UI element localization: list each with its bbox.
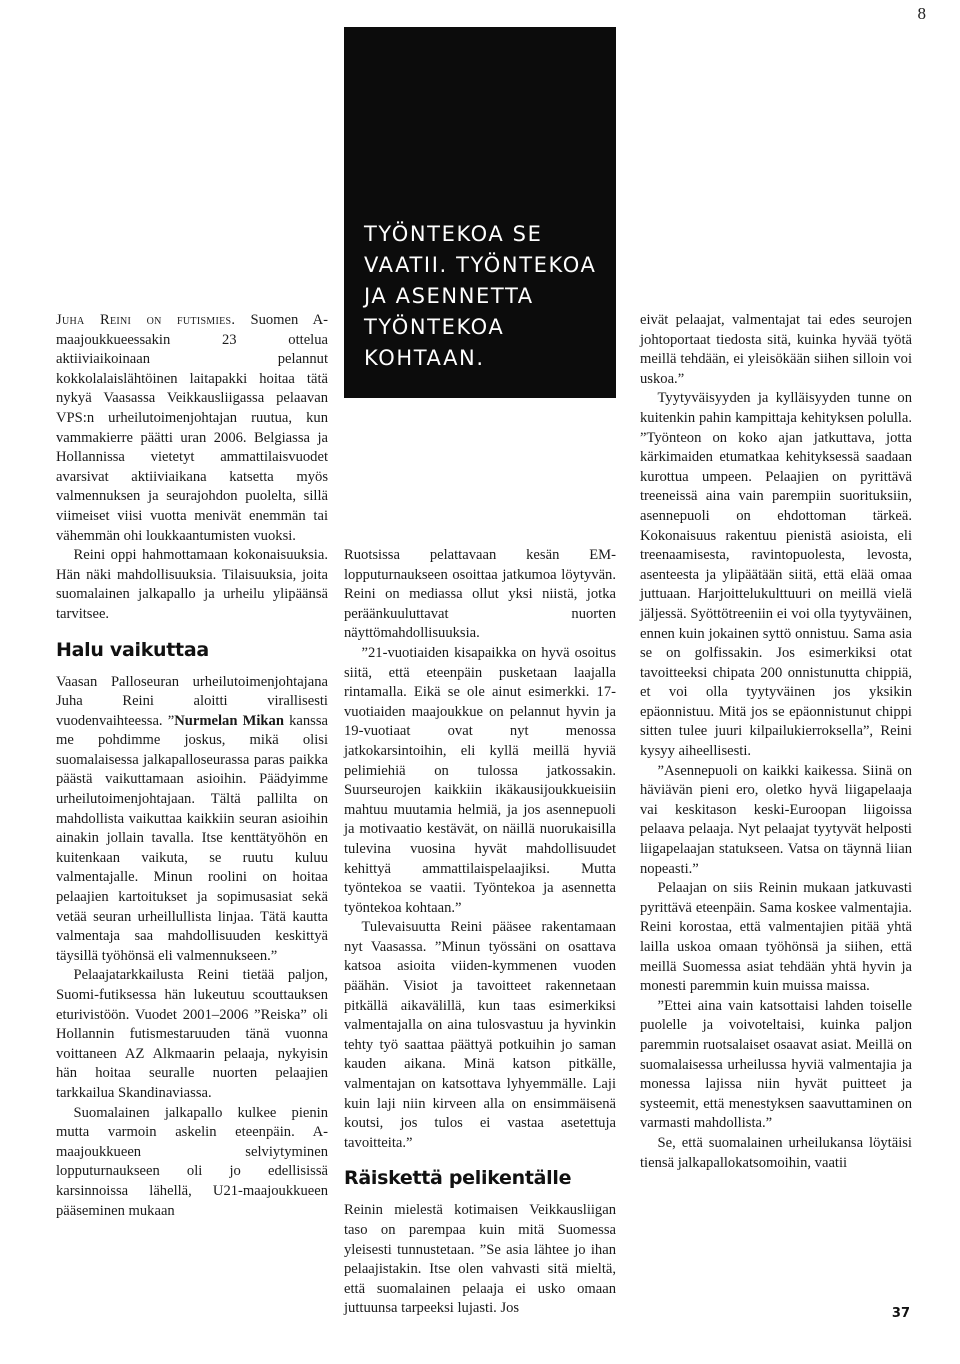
intro-text: Suomen A-maajoukkueessakin 23 ottelua aktiiviaikoinaan pelannut kokkolalaislähtöinen laitapakki hoitaa tätä nykyä Vaasassa Veikkausliigassa pelaavan VPS:n urheilutoimenjohtajan ruutua, kun vammakierre päätti uran 2006. Belgiassa ja Hollannissa vietetyt ammattilaisvuodet avarsivat aktiiviaikana katsetta myös valmennuksen ja seurajohdon puolelta, sillä viimeiset viisi vuotta menivät enemmän tai vähemmän ohi loukkaantumisten vuoksi. (56, 312, 328, 544)
article-column-1 (56, 311, 328, 1221)
paragraph (56, 673, 328, 967)
paragraph: ”Ettei aina vain katsottaisi lahden toiselle puolelle ja voivoteltaisi, kuinka paljon paremmin ruotsalaiset osaavat asiat. Meillä on suomalaisessa urheilussa hyviä valmentajia ja monessa lajissa niin hyvät puitteet ja systeemit, että menestyksen saavuttaminen on varmasti mahdollista.” (640, 997, 912, 1132)
paragraph: Reinin mielestä kotimaisen Veikkausliigan taso on parempaa kuin mitä Suomessa yleisesti tunnustetaan. ”Se asia lähtee jo ihan pelaajistakin. Itse olen vahvasti sitä mieltä, että suomalainen pelaaja ei usko omaan juttuunsa tarpeeksi lujasti. Jos (344, 1202, 616, 1317)
subheading-halu-vaikuttaa: Halu vaikuttaa (56, 638, 209, 661)
paragraph: Tulevaisuutta Reini pääsee rakentamaan nyt Vaasassa. ”Minun työssäni on osattava katsoa asioita viiden-kymmenen vuoden päähän. Visiot ja tavoitteet rakennetaan pitkällä aikavälillä, kun taas esimerkiksi valmentajalla on aina tulosvastuu ja hyvinkin tehty työ saattaa päättyä potkuihin jo saman kauden aikana. Minä katson pitkälle, valmentajan on katsottava lyhyemmälle. Laji kuin laji niin kirveen alla on ensimmäisenä koutsi, jos tulos ei vastaa asetettuja tavoitteita.” (344, 919, 616, 1151)
page-number: 37 (891, 1306, 910, 1321)
paragraph: eivät pelaajat, valmentajat tai edes seurojen johtoportaat tiedosta sitä, kuinka hyvää työtä meillä tehdään, ei yleisökään siihen silloin voi uskoa.” (640, 312, 912, 387)
article-column-3 (640, 311, 912, 1173)
paragraph: Se, että suomalainen urheilukansa löytäisi tiensä jalkapallokatsomoihin, vaatii (640, 1134, 912, 1171)
text-run: Vaasan Palloseuran urheilutoimenjohtajana Juha Reini aloitti virallisesti vuodenvaihteessa. ” (56, 673, 328, 729)
paragraph: ”21-vuotiaiden kisapaikka on hyvä osoitus siitä, että eteenpäin pusketaan laajalla rintamalla. Eikä se ole ainut esimerkki. 17-vuotiaiden maajoukkue on pelannut hyvin ja 19-vuotiaat ovat nyt menossa jatkokarsintoihin, eli kyllä meillä hyviä pelimiehiä on tulossa jatkossakin. Suurseurojen kaikkiin ikäkausijoukkueisiin mahtuu muutamia helmiä, ja jos asennepuoli ja motivaatio kestävät, on näillä nuorukaisilla tulevina vuosina hyvät mahdollisuudet kehittyä ammattilaispelaajiksi. Mutta työntekoa se vaatii. Työntekoa ja asennetta työntekoa kohtaan.” (344, 644, 616, 916)
text-run: kanssa me pohdimme joskus, mikä olisi suomalaisessa jalkapalloseurassa paras paikka päästä vaikuttamaan asioihin. Päädyimme urheilutoimenjohtajaan. Tältä pallilta on mahdollista vaikuttaa kaikkiin seuran asioihin ainakin jollain tavalla. Itse kenttätyöhön en kuitenkaan vaikuta, se ruutu kuluu valmentajalle. Minun roolini on hoitaa pelaajien kartoitukset ja sopimusasiat sekä vetää seuran urheillullista linjaa. Tätä kautta valmentaja saa mahdollisuuden keskittyä täysillä työhönsä eli valmennukseen.” (56, 712, 328, 964)
intro-paragraph (56, 311, 328, 546)
pull-quote-box (344, 27, 616, 398)
paragraph: Reini oppi hahmottamaan kokonaisuuksia. Hän näki mahdollisuuksia. Tilaisuuksia, joita suomalainen jalkapallo ja urheilu ylipäänsä tarvitsee. (56, 547, 328, 622)
paragraph: Pelaajatarkkailusta Reini tietää paljon, Suomi-futiksessa hän lukeutuu scouttauksen eturivistöön. Vuodet 2001–2006 ”Reiska” oli Hollannin futismestaruuden tänä vuonna voittaneen AZ Alkmaarin pelaaja, nykyisin hän hoitaa seuralle nuorten pelaajien tarkkailua Skandinaviassa. (56, 967, 328, 1101)
bold-name: Nurmelan Mikan (174, 712, 284, 729)
paragraph: Pelaajan on siis Reinin mukaan jatkuvasti pyrittävä eteenpäin. Sama koskee valmentajia. Reini korostaa, että valmentajien pitää yhtä lailla uskoa omaan työhönsä ja siihen, että meillä Suomessa asiat tehdään yhtä hyvin ja monesti paremmin kuin muissa maissa. (640, 880, 912, 995)
paragraph: Ruotsissa pelattavaan kesän EM-lopputurnaukseen osoittaa jatkumoa löytyvän. Reini on mediassa ollut yksi niistä, jotka peräänkuuluttavat nuorten näyttömahdollisuuksia. (344, 547, 616, 642)
paragraph: Tyytyväisyyden ja kylläisyyden tunne on kuitenkin pahin kampittaja kehityksen polulla. ”Työnteon on koko ajan jatkuttava, jotta kärkimaiden etumatkaa kehityksessä saadaan kurottua umpeen. Pelaajien on pyrittävä treeneissä aina vain parempiin suorituksiin, asennepuoli on ehdottoman tärkeä. Kokonaisuus rakentuu pienistä asioista, eli treenaamisesta, ravintopuolesta, levosta, asenteesta ja ylipäätään siitä, että elää omaa juttuaan. Harjoittelukulttuuri on meillä vielä jäljessä. Syöttötreeniin ei voi olla tyytyväinen, ennen kuin jokainen syttö onnistuu. Sama asia se on golfissakin. Jos esimerkiksi otat tavoitteeksi chipata 200 onnistunutta chippiä, et voi olla tyytyväinen jos yksikin epäonnistuu. Mitä jos se epäonnistunut chippi sitten tulee juuri kilpailukierroksella”, Reini kysyy aiheellisesti. (640, 390, 912, 760)
corner-page-number: 8 (917, 4, 926, 23)
paragraph: ”Asennepuoli on kaikki kaikessa. Siinä on häviävän pieni ero, oletko hyvä liigapelaaja vai keskitason keski-Euroopan liigoissa pelaava pelaaja. Nyt pelaajat tyytyvät helposti liigapelaajan statukseen. Vatsa on täynnä liian nopeasti.” (640, 762, 912, 877)
paragraph: Suomalainen jalkapallo kulkee pienin mutta varmoin askelin eteenpäin. A-maajoukkueen selviytyminen lopputurnaukseen oli jo edellisissä karsinnoissa lähellä, U21-maajoukkueen pääseminen mukaan (56, 1104, 328, 1219)
article-column-2 (344, 546, 616, 1319)
lead-in-small-caps: Juha Reini on futismies. (56, 312, 236, 328)
pull-quote-text: TYÖNTEKOA SE VAATII. TYÖNTEKOA JA ASENNETTA TYÖNTEKOA KOHTAAN. (364, 222, 597, 370)
subheading-raisketta-pelikentalle: Räiskettä pelikentälle (344, 1167, 572, 1190)
